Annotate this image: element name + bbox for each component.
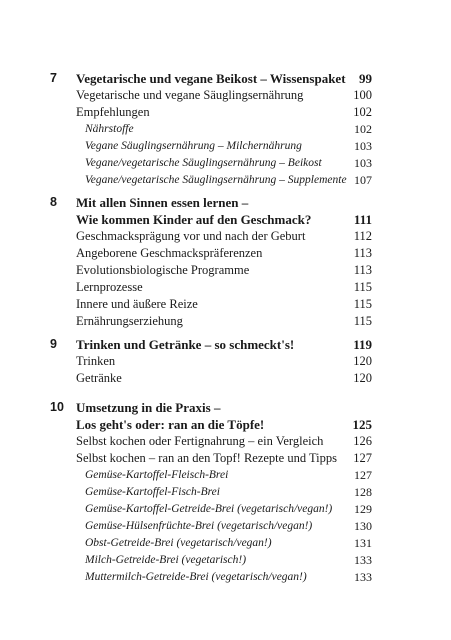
toc-entry bbox=[0, 433, 451, 450]
chapter-title bbox=[76, 399, 264, 433]
toc-subentry bbox=[0, 535, 451, 552]
toc-entry bbox=[0, 104, 451, 121]
subentry-page-number: 103 bbox=[354, 156, 372, 170]
chapter-page-number: 111 bbox=[353, 212, 372, 227]
subentry-page-number: 131 bbox=[354, 536, 372, 550]
entry-label: Selbst kochen – ran an den Topf! Rezepte und Tipps bbox=[76, 451, 338, 465]
toc-subentry bbox=[0, 569, 451, 586]
subentry-page-number: 128 bbox=[354, 485, 372, 499]
entry-page-number: 115 bbox=[353, 280, 372, 294]
subentry-page-number: 102 bbox=[354, 122, 372, 136]
toc-entry bbox=[0, 245, 451, 262]
chapter-number: 8 bbox=[50, 195, 57, 209]
toc-entry bbox=[0, 296, 451, 313]
toc-subentry bbox=[0, 121, 451, 138]
chapter-page-number: 99 bbox=[359, 71, 372, 86]
chapter-title-line: Umsetzung in die Praxis – bbox=[76, 400, 221, 415]
toc-chapter-9 bbox=[0, 336, 451, 387]
subentry-page-number: 107 bbox=[354, 173, 372, 187]
entry-label: Geschmacksprägung vor und nach der Geburt bbox=[76, 229, 306, 243]
toc-subentry bbox=[0, 501, 451, 518]
subentry-label: Vegane/vegetarische Säuglingsernährung – Beikost bbox=[85, 157, 322, 169]
entry-page-number: 113 bbox=[353, 246, 372, 260]
chapter-title-line: Vegetarische und vegane Beikost – Wissenspaket bbox=[76, 71, 346, 86]
entry-label: Getränke bbox=[76, 371, 122, 385]
subentry-label: Milch-Getreide-Brei (vegetarisch!) bbox=[85, 554, 247, 566]
toc-chapter-10 bbox=[0, 399, 451, 586]
subentry-label: Obst-Getreide-Brei (vegetarisch/vegan!) bbox=[85, 537, 272, 549]
entry-page-number: 113 bbox=[353, 263, 372, 277]
chapter-title bbox=[76, 194, 311, 228]
subentry-label: Gemüse-Hülsenfrüchte-Brei (vegetarisch/vegan!) bbox=[85, 520, 313, 532]
toc-subentry bbox=[0, 484, 451, 501]
toc-subentry bbox=[0, 138, 451, 155]
toc-entry bbox=[0, 228, 451, 245]
chapter-heading bbox=[0, 336, 451, 353]
subentry-page-number: 127 bbox=[354, 468, 372, 482]
subentry-page-number: 130 bbox=[354, 519, 372, 533]
entry-page-number: 100 bbox=[353, 88, 372, 102]
chapter-number: 7 bbox=[50, 71, 57, 85]
entry-page-number: 120 bbox=[353, 354, 372, 368]
chapter-title bbox=[76, 336, 294, 353]
subentry-label: Nährstoffe bbox=[85, 123, 134, 135]
subentry-page-number: 103 bbox=[354, 139, 372, 153]
subentry-label: Gemüse-Kartoffel-Fleisch-Brei bbox=[85, 469, 229, 481]
chapter-number: 10 bbox=[50, 400, 64, 414]
toc-chapter-7 bbox=[0, 70, 451, 189]
entry-page-number: 126 bbox=[353, 434, 372, 448]
toc-subentry bbox=[0, 172, 451, 189]
subentry-label: Vegane Säuglingsernährung – Milchernährung bbox=[85, 140, 302, 152]
toc-subentry bbox=[0, 467, 451, 484]
entry-label: Selbst kochen oder Fertignahrung – ein Vergleich bbox=[76, 434, 324, 448]
chapter-heading bbox=[0, 194, 451, 228]
entry-page-number: 102 bbox=[353, 105, 372, 119]
subentry-page-number: 133 bbox=[354, 570, 372, 584]
entry-page-number: 112 bbox=[353, 229, 372, 243]
entry-page-number: 120 bbox=[353, 371, 372, 385]
subentry-label: Muttermilch-Getreide-Brei (vegetarisch/vegan!) bbox=[85, 571, 307, 583]
chapter-title-line: Wie kommen Kinder auf den Geschmack? bbox=[76, 212, 312, 227]
subentry-label: Gemüse-Kartoffel-Fisch-Brei bbox=[85, 486, 220, 498]
entry-label: Trinken bbox=[76, 354, 116, 368]
subentry-page-number: 129 bbox=[354, 502, 372, 516]
entry-label: Angeborene Geschmackspräferenzen bbox=[76, 246, 263, 260]
subentry-page-number: 133 bbox=[354, 553, 372, 567]
subentry-label: Vegane/vegetarische Säuglingsernährung – Supplemente bbox=[85, 174, 347, 186]
entry-label: Innere und äußere Reize bbox=[76, 297, 198, 311]
toc-entry bbox=[0, 279, 451, 296]
toc-entry bbox=[0, 262, 451, 279]
entry-page-number: 127 bbox=[353, 451, 372, 465]
entry-label: Vegetarische und vegane Säuglingsernährung bbox=[76, 88, 304, 102]
chapter-title-line: Trinken und Getränke – so schmeckt's! bbox=[76, 337, 295, 352]
toc-entry bbox=[0, 353, 451, 370]
chapter-title bbox=[76, 70, 346, 87]
entry-label: Lernprozesse bbox=[76, 280, 143, 294]
entry-label: Evolutionsbiologische Programme bbox=[76, 263, 250, 277]
toc-subentry bbox=[0, 552, 451, 569]
chapter-page-number: 119 bbox=[353, 337, 372, 352]
entry-label: Ernährungserziehung bbox=[76, 314, 183, 328]
toc-entry bbox=[0, 450, 451, 467]
chapter-page-number: 125 bbox=[352, 417, 372, 432]
toc-entry bbox=[0, 87, 451, 104]
entry-page-number: 115 bbox=[353, 314, 372, 328]
toc-subentry bbox=[0, 155, 451, 172]
entry-label: Empfehlungen bbox=[76, 105, 150, 119]
chapter-title-line: Los geht's oder: ran an die Töpfe! bbox=[76, 417, 265, 432]
chapter-title-line: Mit allen Sinnen essen lernen – bbox=[76, 195, 249, 210]
entry-page-number: 115 bbox=[353, 297, 372, 311]
toc-entry bbox=[0, 313, 451, 330]
toc-entry bbox=[0, 370, 451, 387]
subentry-label: Gemüse-Kartoffel-Getreide-Brei (vegetarisch/vegan!) bbox=[85, 503, 333, 515]
toc-chapter-8 bbox=[0, 194, 451, 330]
toc-subentry bbox=[0, 518, 451, 535]
chapter-heading bbox=[0, 70, 451, 87]
chapter-heading bbox=[0, 399, 451, 433]
chapter-number: 9 bbox=[50, 337, 57, 351]
